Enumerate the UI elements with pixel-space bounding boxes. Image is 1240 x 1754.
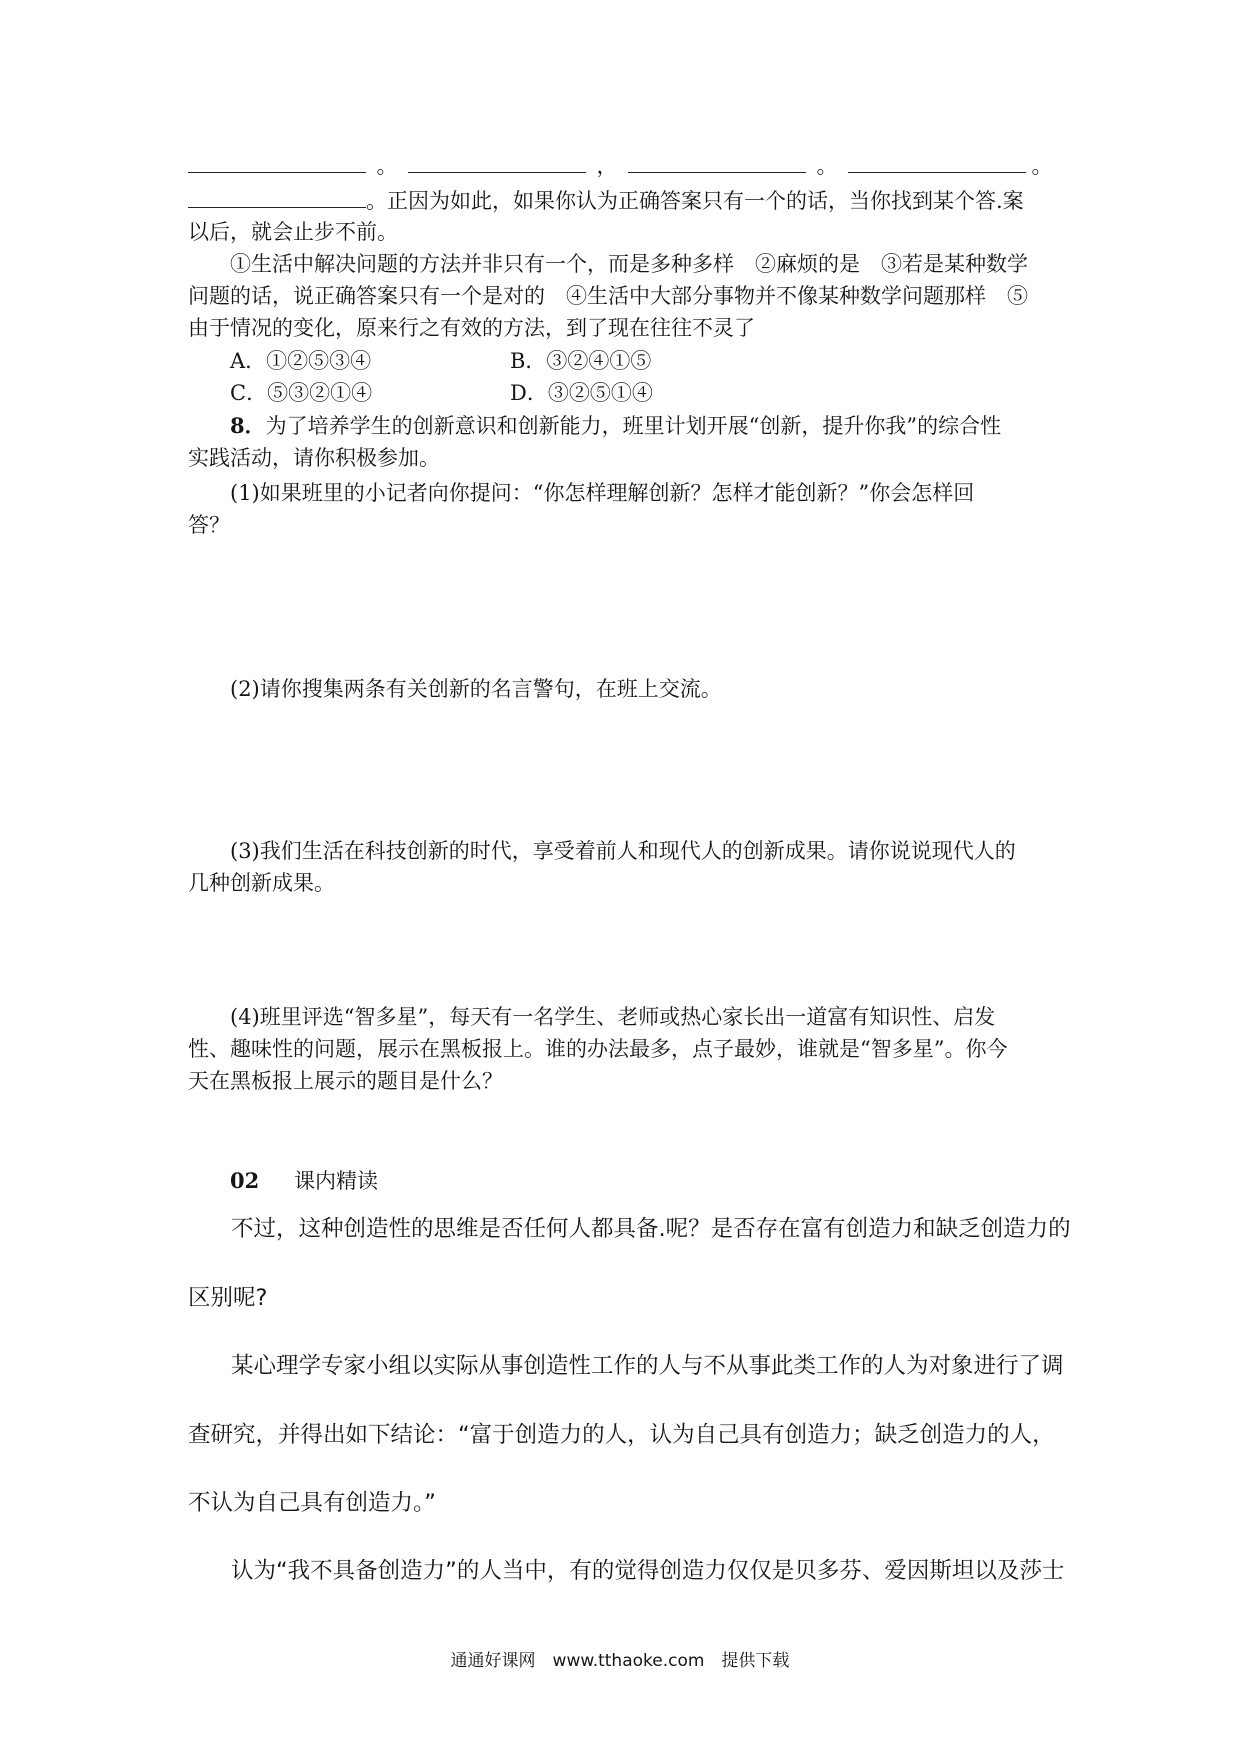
reading-line-2: 区别呢? (188, 1285, 268, 1311)
q7-options-row-2 (230, 378, 1058, 408)
answer-blank-4[interactable] (848, 150, 1026, 173)
q8-part3-line-1: (3)我们生活在科技创新的时代，享受着前人和现代人的创新成果。请你说说现代人的 (230, 839, 1016, 863)
reading-line-3: 某心理学专家小组以实际从事创造性工作的人与不从事此类工作的人为对象进行了调 (231, 1353, 1064, 1379)
reading-line-4: 查研究，并得出如下结论：“富于创造力的人，认为自己具有创造力；缺乏创造力的人， (188, 1422, 1055, 1448)
q7-items-line-3: 由于情况的变化，原来行之有效的方法，到了现在往往不灵了 (188, 316, 755, 340)
q7-text: 。正因为如此，如果你认为正确答案只有一个的话，当你找到某个答.案 (366, 189, 1024, 213)
q7-line-2 (188, 185, 1058, 216)
answer-blank-2[interactable] (408, 150, 586, 173)
q7-options-row-1 (230, 346, 1058, 376)
q8-stem-text: 为了培养学生的创新意识和创新能力，班里计划开展“创新，提升你我”的综合性 (265, 414, 1002, 438)
q8-part1-line-2: 答？ (188, 513, 230, 537)
reading-line-6: 认为“我不具备创造力”的人当中，有的觉得创造力仅仅是贝多芬、爱因斯坦以及莎士 (231, 1558, 1065, 1584)
q8-part4-line-3: 天在黑板报上展示的题目是什么？ (188, 1069, 503, 1093)
q8-part2: (2)请你搜集两条有关创新的名言警句，在班上交流。 (230, 677, 722, 701)
q8-stem-line-2: 实践活动，请你积极参加。 (188, 446, 440, 470)
section-heading (230, 1166, 1058, 1196)
punct: ， (596, 154, 618, 178)
q8-part3-line-2: 几种创新成果。 (188, 871, 335, 895)
question-number: 8． (230, 413, 266, 438)
page-footer: 通通好课网 www.tthaoke.com 提供下载 (450, 1651, 790, 1671)
q8-stem-line-1 (230, 411, 1058, 441)
option-d[interactable]: D．③②⑤①④ (510, 381, 653, 405)
q8-part4-line-1: (4)班里评选“智多星”，每天有一名学生、老师或热心家长出一道富有知识性、启发 (230, 1005, 996, 1029)
q8-part1-line-1: (1)如果班里的小记者向你提问：“你怎样理解创新？怎样才能创新？”你会怎样回 (230, 481, 975, 505)
q7-items-line-2: 问题的话，说正确答案只有一个是对的 ④生活中大部分事物并不像某种数学问题那样 ⑤ (188, 284, 1028, 308)
answer-blank-5[interactable] (188, 185, 366, 208)
punct: 。 (376, 154, 398, 178)
q7-line-3: 以后，就会止步不前。 (188, 220, 398, 244)
answer-blank-1[interactable] (188, 150, 366, 173)
punct: 。 (816, 154, 838, 178)
answer-blank-3[interactable] (628, 150, 806, 173)
q7-blank-row (188, 150, 1058, 181)
reading-line-5: 不认为自己具有创造力。” (188, 1490, 436, 1516)
section-title: 课内精读 (294, 1169, 378, 1193)
q7-items-line-1: ①生活中解决问题的方法并非只有一个，而是多种多样 ②麻烦的是 ③若是某种数学 (230, 252, 1028, 276)
section-number: 02 (230, 1168, 260, 1193)
option-a[interactable]: A．①②⑤③④ (230, 349, 372, 373)
punct: 。 (1031, 154, 1053, 178)
q8-part4-line-2: 性、趣味性的问题，展示在黑板报上。谁的办法最多，点子最妙，谁就是“智多星”。你今 (188, 1037, 1008, 1061)
option-b[interactable]: B．③②④①⑤ (510, 349, 652, 373)
reading-line-1: 不过，这种创造性的思维是否任何人都具备.呢？是否存在富有创造力和缺乏创造力的 (231, 1216, 1071, 1242)
option-c[interactable]: C．⑤③②①④ (230, 381, 373, 405)
